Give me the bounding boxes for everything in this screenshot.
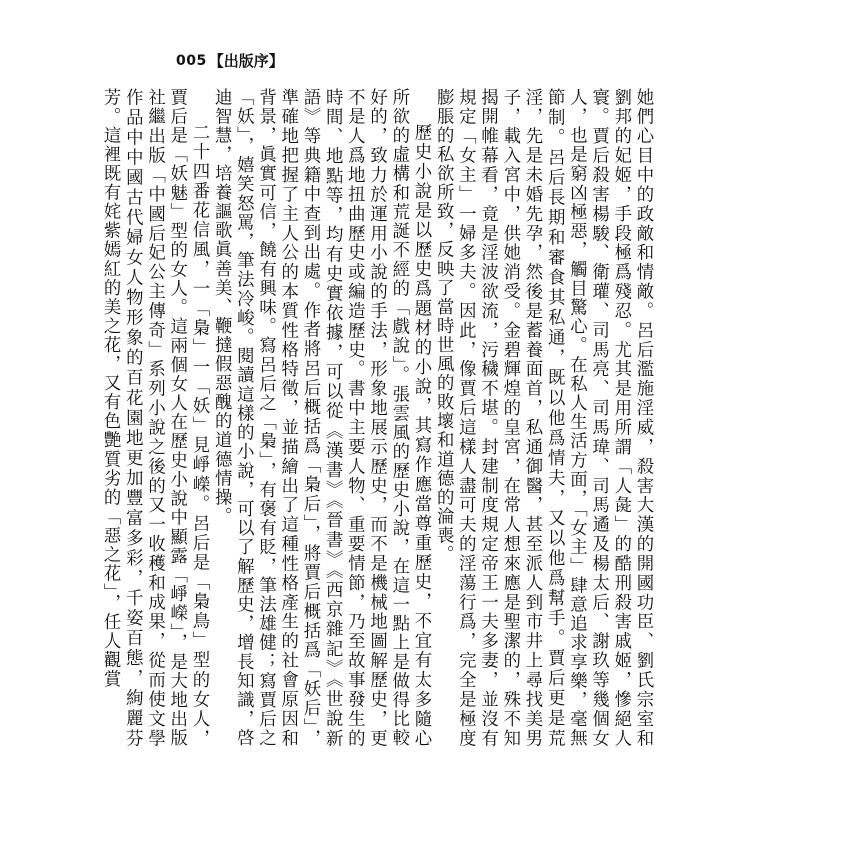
page-number: 005 <box>176 52 207 69</box>
paragraph: 歷史小說是以歷史爲題材的小說，其寫作應當尊重歷史，不宜有太多隨心所欲的虛構和荒誕不經的「戲說」。張雲風的歷史小說，在這一點上是做得比較好的，致力於運用小說的手法，形象地展示歷史，而不是機械地圖解歷史，更不是人爲地扭曲歷史或編造歷史。書中主要人物、重要情節，乃至故事發生的時間、地點等，均有史實依據，可以從《漢書》《晉書》《西京雜記》《世說新語》等典籍中查到出處。作者將呂后概括爲「梟后」，將賈后概括爲「妖后」，準確地把握了主人公的本質性格特徵，並描繪出了這種性格產生的社會原因和背景，眞實可信，饒有興味。寫呂后之「梟」，有褒有貶，筆法雄健；寫賈后之「妖」，嬉笑怒罵，筆法冷峻。閱讀這樣的小說，可以了解歷史，增長知識，啓迪智慧，培養謳歌眞善美、鞭撻假惡醜的道德情操。 <box>211 88 431 748</box>
section-title: 【出版序】 <box>208 52 284 70</box>
page-header <box>176 50 284 71</box>
paragraph: 她們心目中的政敵和情敵。呂后濫施淫威，殺害大漢的開國功臣、劉氏宗室和劉邦的妃姬，手段極爲殘忍。尤其是用所謂「人彘」的酷刑殺害戚姬，慘絕人寰。賈后殺害楊駿、衛瓘、司馬亮、司馬瑋、司馬遹及楊太后、謝玖等幾個女人，也是窮凶極惡，觸目驚心。在私人生活方面，「女主」肆意追求享樂，毫無節制。呂后長期和審食其私通，既以他爲情夫，又以他爲幫手。賈后更是荒淫，先是未婚先孕，然後是蓄養面首，私通御醫，甚至派人到市井上尋找美男子，載入宮中，供她消受。金碧輝煌的皇宮，在常人想來應是聖潔的，殊不知揭開帷幕看，竟是淫波欲流，污穢不堪。封建制度規定帝王一夫多妻，並沒有規定「女主」一婦多夫。因此，像賈后這樣人盡可夫的淫蕩行爲，完全是極度膨脹的私欲所致，反映了當時世風的敗壞和道德的淪喪。 <box>433 88 653 748</box>
paragraph: 二十四番花信風，一「梟」一「妖」見崢嶸。呂后是「梟鳥」型的女人，賈后是「妖魅」型的女人。這兩個女人在歷史小說中顯露「崢嶸」，是大地出版社繼出版「中國后妃公主傳奇」系列小說之後的又一收穫和成果，從而使文學作品中中國古代婦女人物形象的百花園地更加豐富多彩，千姿百態，絢麗芬芳。這裡既有姹紫嫣紅的美之花，又有色艷質劣的「惡之花」，任人觀賞 <box>100 88 209 748</box>
vertical-text-body <box>100 88 654 748</box>
